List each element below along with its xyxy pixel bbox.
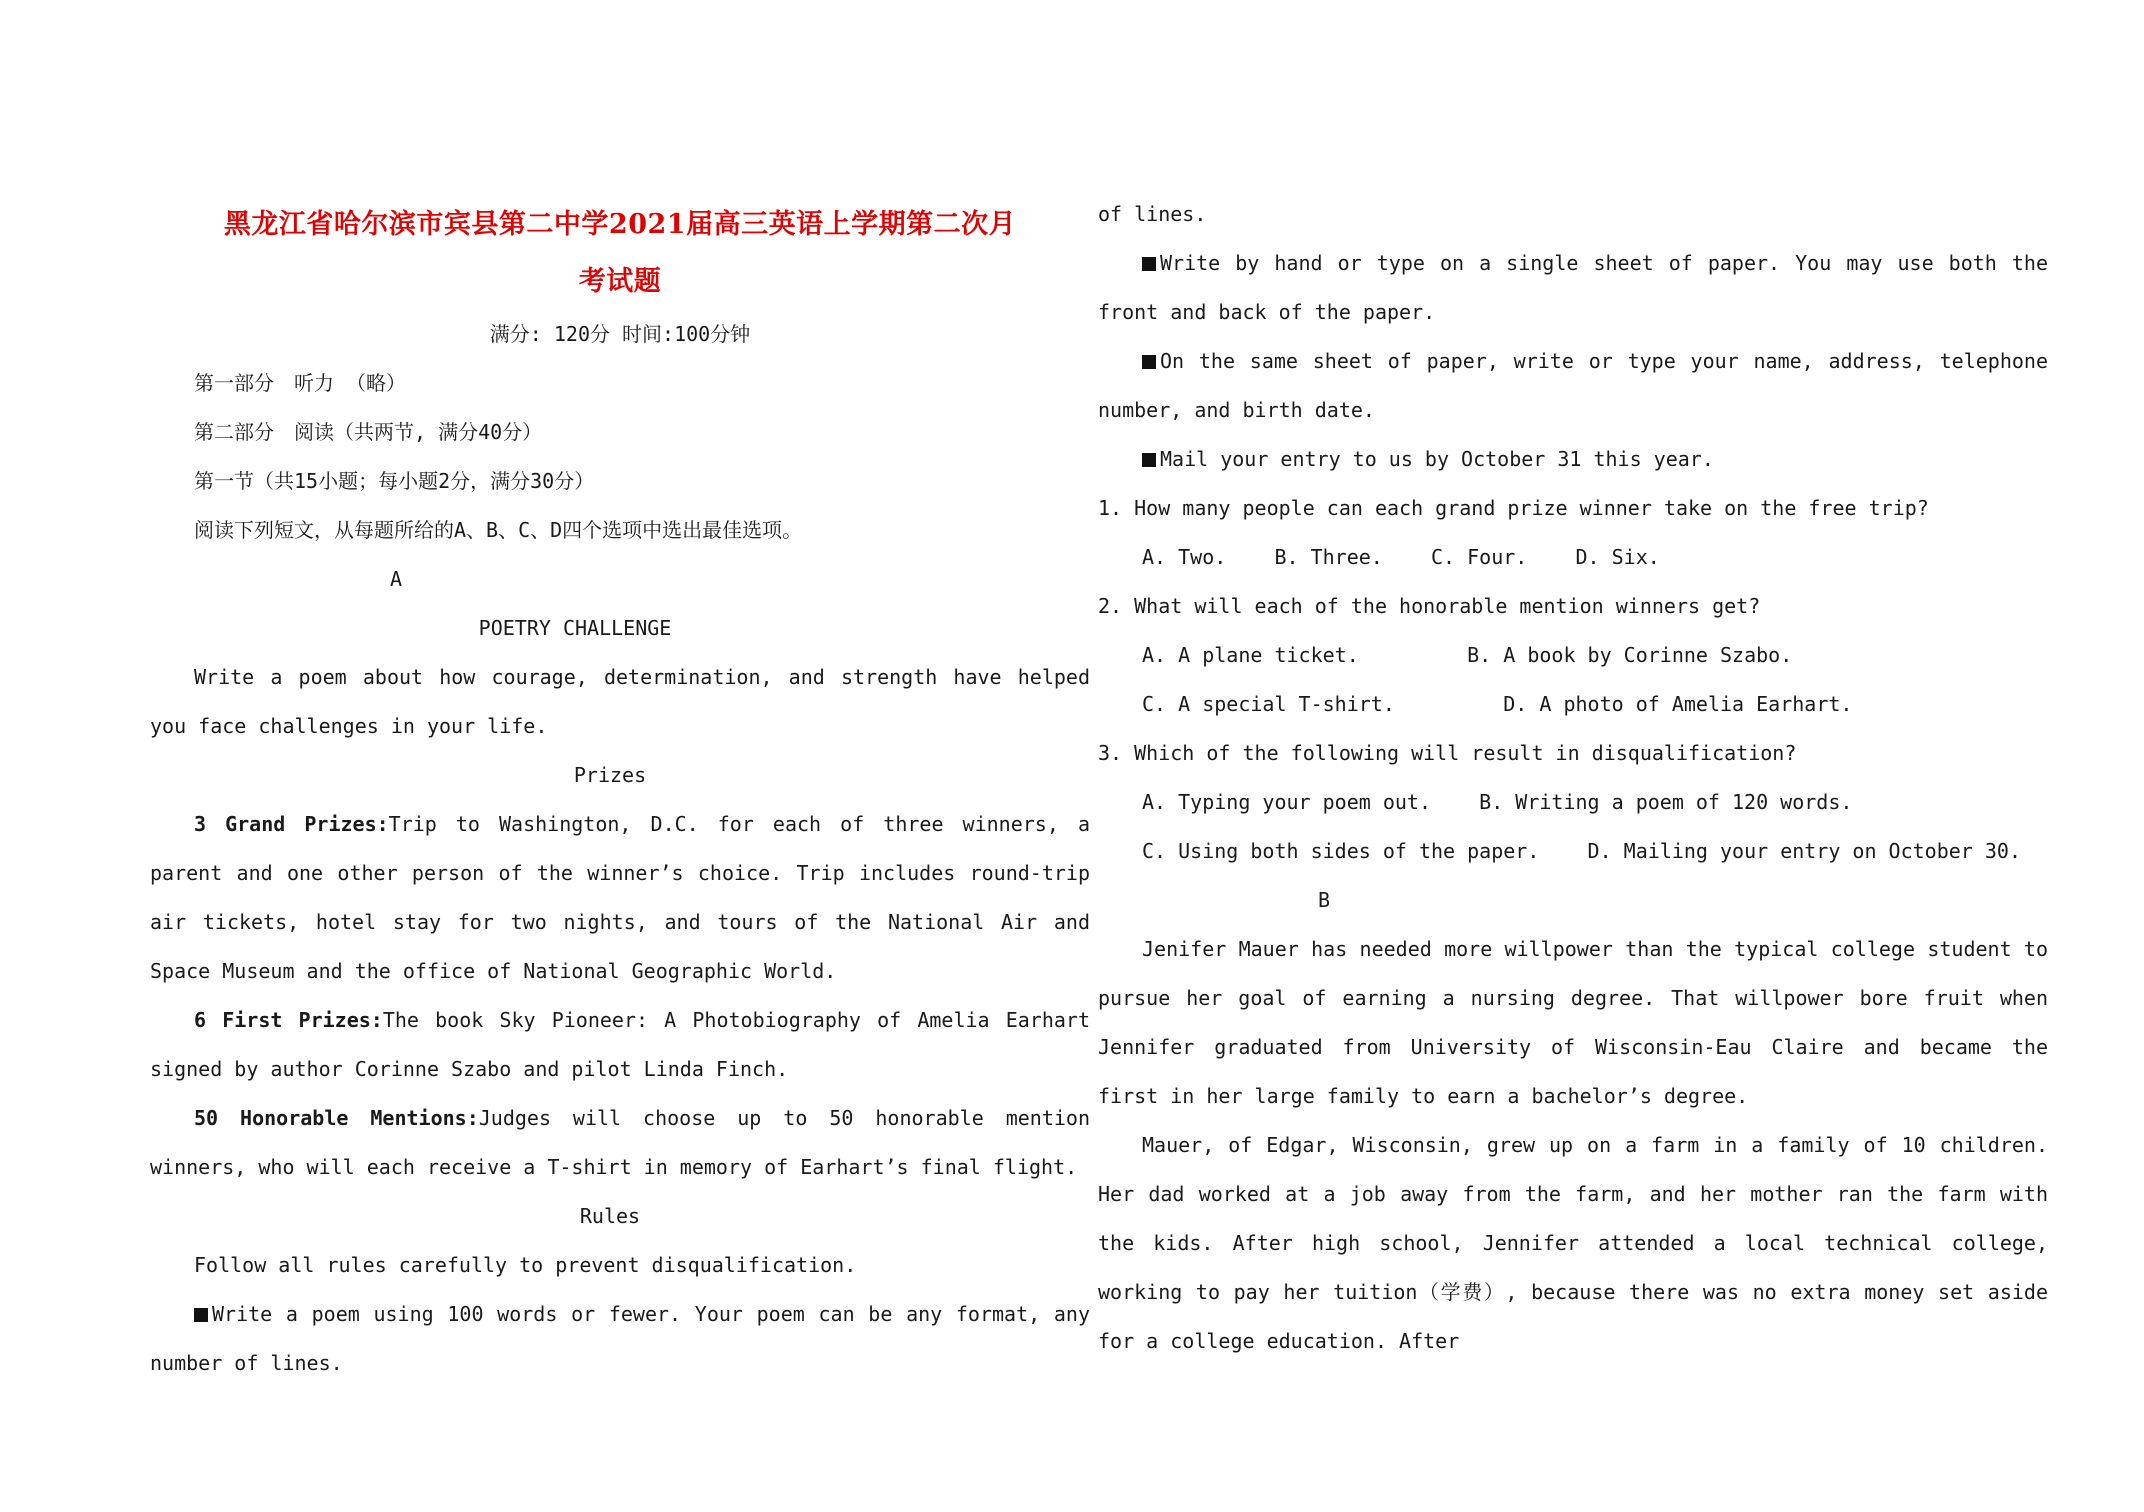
square-bullet-icon <box>1142 453 1156 467</box>
prizes-heading: Prizes <box>573 763 647 787</box>
option: A. A plane ticket. <box>1142 643 1359 667</box>
option: D. Six. <box>1575 545 1660 569</box>
part2-heading: 第二部分 阅读（共两节, 满分40分） <box>194 420 543 444</box>
document-title-line2: 考试题 <box>578 266 662 297</box>
option: C. A special T-shirt. <box>1142 692 1395 716</box>
passage-b-paragraph-2: Mauer, of Edgar, Wisconsin, grew up on a farm in a family of 10 children. Her dad worked at a job away from the farm, and her mother ran the farm with the kids. After high school, Jennifer attended a local technical college, working to pay her tuition（学费）, because there was no extra money set aside for a college education. After <box>1098 1133 2048 1353</box>
score-time-line: 满分: 120分 时间:100分钟 <box>489 322 751 346</box>
passage-b-letter: B <box>1318 888 1331 912</box>
question-3-options-row1 <box>1098 778 2048 827</box>
passage-a-intro: Write a poem about how courage, determination, and strength have helped you face challenges in your life. <box>150 665 1090 738</box>
option: D. Mailing your entry on October 30. <box>1587 839 2022 863</box>
option: B. Writing a poem of 120 words. <box>1479 790 1853 814</box>
option: B. Three. <box>1274 545 1383 569</box>
left-column <box>150 196 1091 1375</box>
document-title: 黑龙江省哈尔滨市宾县第二中学2021届高三英语上学期第二次月 <box>223 209 1017 240</box>
passage-b-paragraph-1: Jenifer Mauer has needed more willpower than the typical college student to pursue her goal of earning a nursing degree. That willpower bore fruit when Jennifer graduated from University of Wisconsin-Eau Claire and became the first in her large family to earn a bachelor’s degree. <box>1098 937 2048 1108</box>
question-2-options-row2 <box>1098 680 2048 729</box>
square-bullet-icon <box>194 1308 208 1322</box>
grand-prizes-text: Trip to Washington, D.C. for each of three winners, a parent and one other person of the winner’s choice. Trip includes round-trip air tickets, hotel stay for two nights, and tours of the National Air and Space Museum and the office of National Geographic World. <box>150 812 1090 983</box>
first-prizes-text: The book Sky Pioneer: A Photobiography of Amelia Earhart signed by author Corinne Szabo and pilot Linda Finch. <box>150 1008 1091 1081</box>
option: A. Typing your poem out. <box>1142 790 1431 814</box>
question-1-options <box>1098 533 2048 582</box>
square-bullet-icon <box>1142 355 1156 369</box>
grand-prizes-paragraph <box>150 800 1090 996</box>
section1-heading: 第一节（共15小题；每小题2分，满分30分） <box>194 469 595 493</box>
square-bullet-icon <box>1142 257 1156 271</box>
question-1-stem: 1. How many people can each grand prize winner take on the free trip? <box>1098 496 1929 520</box>
question-2-options-row1 <box>1098 631 2048 680</box>
rule-2-text: Write by hand or type on a single sheet of paper. You may use both the front and back of the paper. <box>1098 251 2048 324</box>
poetry-challenge-title: POETRY CHALLENGE <box>478 616 672 640</box>
grand-prizes-label: 3 Grand Prizes: <box>194 812 389 836</box>
option: C. Using both sides of the paper. <box>1142 839 1540 863</box>
instruction-text: 阅读下列短文，从每题所给的A、B、C、D四个选项中选出最佳选项。 <box>194 518 803 542</box>
honorable-mentions-text: Judges will choose up to 50 honorable mention winners, who will each receive a T-shirt in memory of Earhart’s final flight. <box>150 1106 1090 1179</box>
rule-1 <box>150 1290 1090 1375</box>
question-3-stem: 3. Which of the following will result in disqualification? <box>1098 741 1797 765</box>
first-prizes-label: 6 First Prizes: <box>194 1008 383 1032</box>
honorable-mentions-label: 50 Honorable Mentions: <box>194 1106 479 1130</box>
option: A. Two. <box>1142 545 1227 569</box>
rule-2 <box>1098 239 2048 337</box>
first-prizes-paragraph <box>150 996 1090 1094</box>
part1-heading: 第一部分 听力 （略） <box>194 371 407 395</box>
passage-a-letter: A <box>390 567 403 591</box>
rules-heading: Rules <box>579 1204 641 1228</box>
rule-4-text: Mail your entry to us by October 31 this year. <box>1160 447 1714 471</box>
question-3-options-row2 <box>1098 827 2048 876</box>
option: C. Four. <box>1431 545 1528 569</box>
rule-1-text: Write a poem using 100 words or fewer. Your poem can be any format, any number of lines. <box>150 1302 1090 1375</box>
rule-1-continued: of lines. <box>1098 202 1207 226</box>
right-column <box>1098 190 2048 1366</box>
option: B. A book by Corinne Szabo. <box>1467 643 1793 667</box>
rules-intro: Follow all rules carefully to prevent disqualification. <box>194 1253 857 1277</box>
option: D. A photo of Amelia Earhart. <box>1503 692 1853 716</box>
rule-3 <box>1098 337 2048 435</box>
rule-3-text: On the same sheet of paper, write or type your name, address, telephone number, and birth date. <box>1098 349 2048 422</box>
honorable-mentions-paragraph <box>150 1094 1090 1192</box>
question-2-stem: 2. What will each of the honorable mention winners get? <box>1098 594 1761 618</box>
rule-4 <box>1098 435 2048 484</box>
